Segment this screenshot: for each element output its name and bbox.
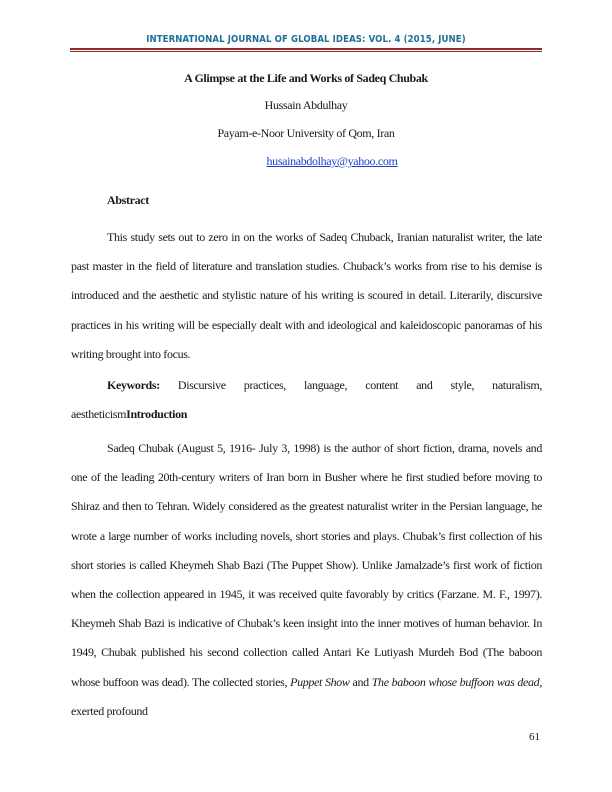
keywords-label: Keywords: (107, 378, 160, 392)
introduction-heading: Introduction (126, 407, 188, 422)
journal-header: INTERNATIONAL JOURNAL OF GLOBAL IDEAS: VOL. 4 (2015, JUNE) (146, 34, 466, 45)
header-rule-thin (70, 51, 542, 52)
author-email-link[interactable]: husainabdolhay@yahoo.com (266, 154, 398, 168)
article-title: A Glimpse at the Life and Works of Sadeq Chubak (184, 71, 428, 85)
abstract-paragraph: This study sets out to zero in on the works of Sadeq Chuback, Iranian naturalist writer, the late past master in the field of literature and translation studies. Chuback’s works from rise to his demise is introduced and the aesthetic and stylistic nature of his writing is scoured in detail. Literarily, discursive practices in his writing will be especially dealt with and ideological and kaleidoscopic panoramas of his writing brought into focus. (71, 230, 542, 361)
keywords-list: Discursive practices, language, content and style, naturalism, aestheticism (71, 378, 542, 422)
author-email-line (0, 154, 612, 169)
introduction-paragraph (71, 434, 542, 726)
intro-italic-title-1: Puppet Show (290, 674, 350, 689)
author-name: Hussain Abdulhay (264, 98, 348, 112)
intro-italic-title-2: The baboon whose buffoon was dead, (371, 674, 542, 689)
intro-conjunction: and (349, 674, 372, 689)
intro-text-end: exerted profound (71, 703, 148, 718)
keywords-paragraph (71, 371, 542, 429)
abstract-heading: Abstract (107, 193, 149, 207)
header-rule-thick (70, 48, 542, 50)
page-number: 61 (529, 731, 540, 743)
author-affiliation: Payam-e-Noor University of Qom, Iran (217, 126, 395, 140)
intro-text: Sadeq Chubak (August 5, 1916- July 3, 1998) is the author of short fiction, drama, novels and one of the leading 20th-century writers of Iran born in Busher where he first studied before moving to Shiraz and then to Tehran. Widely considered as the greatest naturalist writer in the Persian language, he wrote a large number of works including novels, short stories and plays. Chubak’s first collection of his short stories is called Kheymeh Shab Bazi (The Puppet Show). Unlike Jamalzade’s first work of fiction when the collection appeared in 1945, it was received quite favorably by critics (Farzane. M. F., 1997). Kheymeh Shab Bazi is indicative of Chubak’s keen insight into the inner motives of human behavior. In 1949, Chubak published his second collection called Antari Ke Lutiyash Murdeh Bod (The baboon whose buffoon was dead). The collected stories, (71, 441, 542, 689)
